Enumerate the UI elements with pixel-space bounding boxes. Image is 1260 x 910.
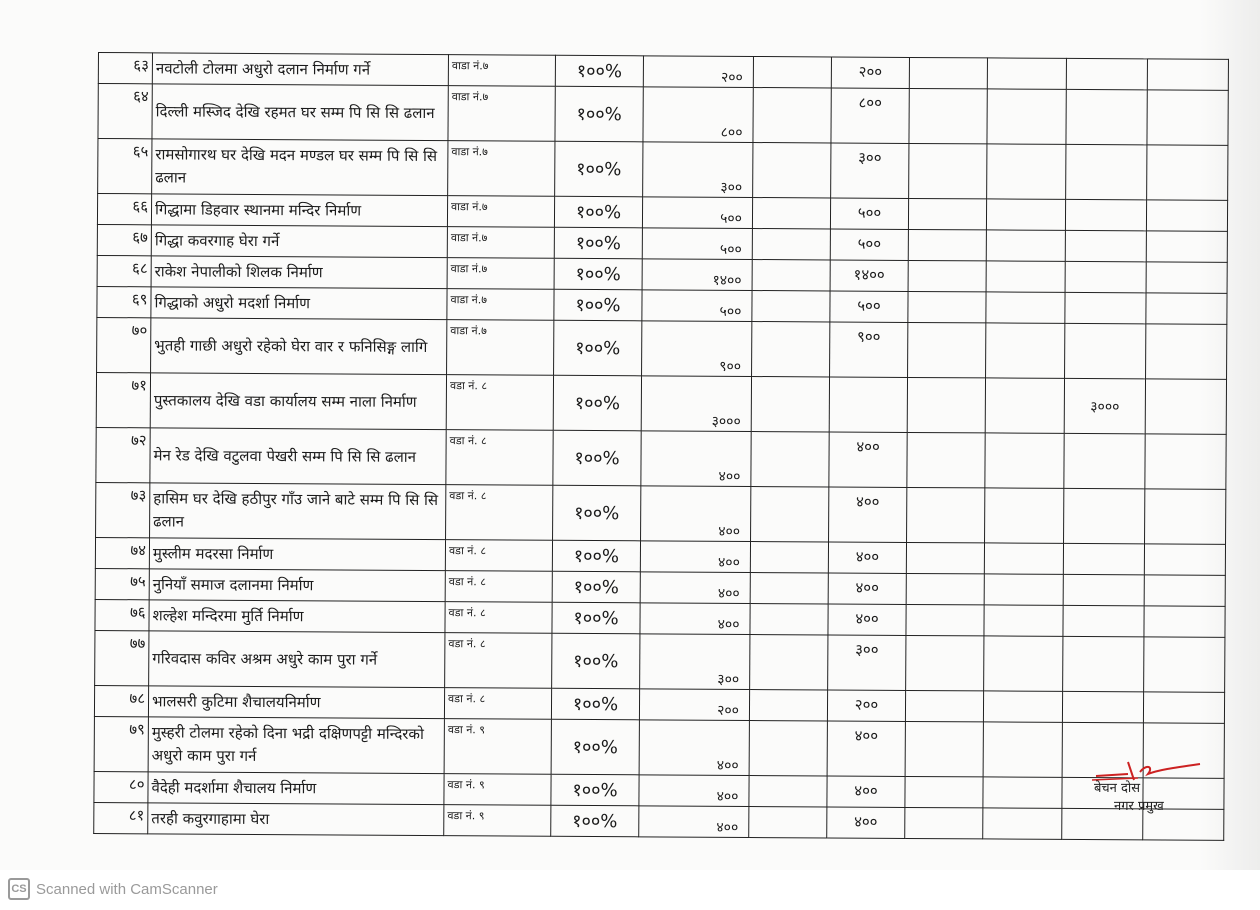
estimate-cell: ८०० xyxy=(831,88,909,143)
blank-cell xyxy=(984,574,1063,605)
ward-cell: वडा नं. ८ xyxy=(445,571,552,603)
estimate-cell: ४०० xyxy=(827,721,905,776)
blank-cell xyxy=(1145,489,1226,544)
ward-cell: वडा नं. ८ xyxy=(446,485,553,541)
blank-cell xyxy=(752,229,830,260)
ward-cell: वाडा नं.७ xyxy=(448,55,555,87)
progress-percent-cell: १००% xyxy=(554,289,642,321)
blank-cell xyxy=(986,292,1065,323)
blank-cell xyxy=(984,543,1063,574)
serial-number-cell: ६५ xyxy=(98,139,152,194)
table-row xyxy=(96,427,1226,489)
estimate-cell: ५०० xyxy=(830,198,908,229)
other-amount-cell xyxy=(1065,323,1146,378)
estimate-cell: २०० xyxy=(831,57,909,88)
ward-cell: वाडा नं.७ xyxy=(447,227,554,259)
blank-cell xyxy=(750,634,828,689)
progress-percent-cell: १००% xyxy=(552,540,640,572)
blank-cell xyxy=(749,689,827,720)
work-name-cell: दिल्ली मस्जिद देखि रहमत घर सम्म पि सि सि ढलान xyxy=(152,84,448,141)
amount-cell: ३०० xyxy=(640,634,750,690)
blank-cell xyxy=(1144,637,1225,692)
serial-number-cell: ६६ xyxy=(97,194,151,225)
other-amount-cell xyxy=(1063,574,1144,605)
progress-percent-cell: १००% xyxy=(552,633,640,689)
work-name-cell: नवटोली टोलमा अधुरो दलान निर्माण गर्ने xyxy=(152,53,448,86)
ward-cell: वाडा नं.७ xyxy=(447,258,554,290)
serial-number-cell: ६७ xyxy=(97,224,151,255)
estimate-cell: ४०० xyxy=(829,487,907,542)
work-name-cell: गिद्धा कवरगाह घेरा गर्ने xyxy=(151,225,447,258)
estimate-cell: ४०० xyxy=(827,807,905,838)
blank-cell xyxy=(909,57,987,88)
progress-percent-cell: १००% xyxy=(552,571,640,603)
serial-number-cell: ७४ xyxy=(95,537,149,568)
other-amount-cell xyxy=(1065,199,1146,230)
serial-number-cell: ६४ xyxy=(98,84,152,139)
blank-cell xyxy=(905,776,983,807)
blank-cell xyxy=(1144,606,1225,637)
blank-cell xyxy=(908,291,986,322)
progress-percent-cell: १००% xyxy=(555,86,643,142)
amount-cell: २०० xyxy=(639,689,749,721)
blank-cell xyxy=(909,143,987,198)
blank-cell xyxy=(906,542,984,573)
serial-number-cell: ८० xyxy=(94,771,148,802)
work-name-cell: भुतही गाछी अधुरो रहेको घेरा वार र फनिसिङ्ग लागि xyxy=(151,318,447,375)
amount-cell: ९०० xyxy=(642,321,752,377)
serial-number-cell: ७१ xyxy=(96,372,150,427)
blank-cell xyxy=(983,691,1062,722)
other-amount-cell xyxy=(1066,144,1147,199)
blank-cell xyxy=(905,690,983,721)
progress-percent-cell: १००% xyxy=(552,602,640,634)
blank-cell xyxy=(753,57,831,88)
work-name-cell: गिद्धाको अधुरो मदर्शा निर्माण xyxy=(151,287,447,320)
project-table-wrapper xyxy=(93,52,1228,841)
blank-cell xyxy=(987,58,1066,89)
work-name-cell: राकेश नेपालीको शिलक निर्माण xyxy=(151,256,447,289)
blank-cell xyxy=(985,433,1064,488)
amount-cell: ४०० xyxy=(639,775,749,807)
blank-cell xyxy=(984,636,1063,691)
progress-percent-cell: १००% xyxy=(551,805,639,837)
ward-cell: वाडा नं.७ xyxy=(448,86,555,142)
ward-cell: वाडा नं.७ xyxy=(447,320,554,376)
blank-cell xyxy=(1146,262,1227,293)
ward-cell: वाडा नं.७ xyxy=(448,141,555,197)
estimate-cell xyxy=(829,377,907,432)
ward-cell: वडा नं. ८ xyxy=(445,540,552,572)
serial-number-cell: ७५ xyxy=(95,568,149,599)
blank-cell xyxy=(986,261,1065,292)
blank-cell xyxy=(908,260,986,291)
work-name-cell: हासिम घर देखि हठीपुर गाँउ जाने बाटे सम्म पि सि सि ढलान xyxy=(150,483,446,540)
amount-cell: १४०० xyxy=(642,259,752,291)
amount-cell: ४०० xyxy=(639,806,749,838)
other-amount-cell xyxy=(1066,58,1147,89)
progress-percent-cell: १००% xyxy=(553,430,641,486)
serial-number-cell: ६९ xyxy=(97,286,151,317)
table-row xyxy=(94,802,1224,840)
progress-percent-cell: १००% xyxy=(554,227,642,259)
work-name-cell: वैदेही मदर्शामा शैचालय निर्माण xyxy=(148,772,444,805)
blank-cell xyxy=(1145,379,1226,434)
blank-cell xyxy=(905,807,983,838)
progress-percent-cell: १००% xyxy=(554,320,642,376)
blank-cell xyxy=(1147,90,1228,145)
progress-percent-cell: १००% xyxy=(551,719,639,775)
progress-percent-cell: १००% xyxy=(554,258,642,290)
camscanner-text: Scanned with CamScanner xyxy=(36,880,218,898)
progress-percent-cell: १००% xyxy=(553,485,641,541)
blank-cell xyxy=(906,635,984,690)
blank-cell xyxy=(750,572,828,603)
signature-block xyxy=(1088,758,1218,818)
amount-cell: ५०० xyxy=(642,290,752,322)
blank-cell xyxy=(905,721,983,776)
work-name-cell: रामसोगारथ घर देखि मदन मण्डल घर सम्म पि सि सि ढलान xyxy=(152,139,448,196)
progress-percent-cell: १००% xyxy=(555,141,643,197)
blank-cell xyxy=(983,722,1062,777)
amount-cell: ४०० xyxy=(641,431,751,487)
ward-cell: वडा नं. ८ xyxy=(446,430,553,486)
other-amount-cell xyxy=(1066,89,1147,144)
progress-percent-cell: १००% xyxy=(551,688,639,720)
table-row xyxy=(96,482,1226,544)
other-amount-cell xyxy=(1064,488,1145,543)
other-amount-cell xyxy=(1062,691,1143,722)
blank-cell xyxy=(1146,231,1227,262)
blank-cell xyxy=(1146,200,1227,231)
blank-cell xyxy=(753,88,831,143)
progress-percent-cell: १००% xyxy=(551,774,639,806)
blank-cell xyxy=(986,230,1065,261)
blank-cell xyxy=(749,775,827,806)
blank-cell xyxy=(986,199,1065,230)
table-row xyxy=(98,84,1228,146)
work-name-cell: गिद्धामा डिहवार स्थानमा मन्दिर निर्माण xyxy=(151,194,447,227)
blank-cell xyxy=(987,89,1066,144)
table-row xyxy=(94,716,1224,778)
estimate-cell: ३०० xyxy=(828,635,906,690)
blank-cell xyxy=(752,198,830,229)
blank-cell xyxy=(987,144,1066,199)
blank-cell xyxy=(907,487,985,542)
work-name-cell: भालसरी कुटिमा शैचालयनिर्माण xyxy=(148,686,444,719)
work-name-cell: मुस्लीम मदरसा निर्माण xyxy=(149,538,445,571)
other-amount-cell xyxy=(1063,543,1144,574)
blank-cell xyxy=(752,290,830,321)
other-amount-cell xyxy=(1065,292,1146,323)
other-amount-cell xyxy=(1065,230,1146,261)
serial-number-cell: ७६ xyxy=(95,599,149,630)
ward-cell: वडा नं. ९ xyxy=(444,805,551,837)
estimate-cell: ३०० xyxy=(831,143,909,198)
blank-cell xyxy=(907,377,985,432)
blank-cell xyxy=(1145,434,1226,489)
blank-cell xyxy=(1147,59,1228,90)
serial-number-cell: ७९ xyxy=(94,716,148,771)
serial-number-cell: ७२ xyxy=(96,427,150,482)
blank-cell xyxy=(908,229,986,260)
blank-cell xyxy=(751,486,829,541)
ward-cell: वाडा नं.७ xyxy=(447,196,554,228)
ward-cell: वडा नं. ९ xyxy=(444,719,551,775)
amount-cell: ३०० xyxy=(643,142,753,198)
blank-cell xyxy=(1143,692,1224,723)
ward-cell: वडा नं. ८ xyxy=(445,633,552,689)
blank-cell xyxy=(749,720,827,775)
estimate-cell: ४०० xyxy=(827,776,905,807)
progress-percent-cell: १००% xyxy=(554,196,642,228)
ward-cell: वडा नं. ८ xyxy=(446,375,553,431)
blank-cell xyxy=(1144,575,1225,606)
estimate-cell: १४०० xyxy=(830,260,908,291)
blank-cell xyxy=(907,432,985,487)
blank-cell xyxy=(751,431,829,486)
amount-cell: ४०० xyxy=(640,572,750,604)
estimate-cell: ४०० xyxy=(828,573,906,604)
blank-cell xyxy=(986,323,1065,378)
progress-percent-cell: १००% xyxy=(555,55,643,87)
estimate-cell: ९०० xyxy=(830,322,908,377)
work-name-cell: तरही कवुरगाहामा घेरा xyxy=(148,803,444,836)
blank-cell xyxy=(752,321,830,376)
blank-cell xyxy=(753,143,831,198)
blank-cell xyxy=(750,541,828,572)
signatory-title: नगर प्रमुख xyxy=(1114,799,1164,814)
serial-number-cell: ६८ xyxy=(97,255,151,286)
blank-cell xyxy=(906,573,984,604)
ward-cell: वडा नं. ८ xyxy=(444,688,551,720)
blank-cell xyxy=(909,88,987,143)
blank-cell xyxy=(906,604,984,635)
work-name-cell: गरिवदास कविर अश्रम अधुरे काम पुरा गर्ने xyxy=(149,631,445,688)
ward-cell: वडा नं. ८ xyxy=(445,602,552,634)
amount-cell: ८०० xyxy=(643,87,753,143)
blank-cell xyxy=(752,260,830,291)
table-row xyxy=(98,139,1228,201)
blank-cell xyxy=(984,605,1063,636)
table-row xyxy=(95,630,1225,692)
blank-cell xyxy=(1146,324,1227,379)
estimate-cell: ५०० xyxy=(830,291,908,322)
amount-cell: ५०० xyxy=(642,228,752,260)
work-name-cell: नुनियाँ समाज दलानमा निर्माण xyxy=(149,569,445,602)
estimate-cell: ४०० xyxy=(828,604,906,635)
blank-cell xyxy=(983,777,1062,808)
estimate-cell: २०० xyxy=(827,690,905,721)
table-body xyxy=(94,53,1229,841)
blank-cell xyxy=(751,376,829,431)
serial-number-cell: ६३ xyxy=(98,53,152,84)
other-amount-cell xyxy=(1065,261,1146,292)
ward-cell: वडा नं. ९ xyxy=(444,774,551,806)
serial-number-cell: ७७ xyxy=(95,630,149,685)
serial-number-cell: ८१ xyxy=(94,802,148,833)
blank-cell xyxy=(1146,293,1227,324)
other-amount-cell xyxy=(1063,605,1144,636)
table-row xyxy=(97,317,1227,379)
blank-cell xyxy=(1147,145,1228,200)
amount-cell: ४०० xyxy=(641,486,751,542)
blank-cell xyxy=(985,488,1064,543)
work-name-cell: शल्हेश मन्दिरमा मुर्ति निर्माण xyxy=(149,600,445,633)
blank-cell xyxy=(749,806,827,837)
estimate-cell: ५०० xyxy=(830,229,908,260)
blank-cell xyxy=(908,198,986,229)
estimate-cell: ४०० xyxy=(828,542,906,573)
amount-cell: ४०० xyxy=(640,541,750,573)
blank-cell xyxy=(983,808,1062,839)
ward-cell: वाडा नं.७ xyxy=(447,289,554,321)
project-table xyxy=(93,52,1229,841)
work-name-cell: पुस्तकालय देखि वडा कार्यालय सम्म नाला निर्माण xyxy=(150,373,446,430)
work-name-cell: मेन रेड देखि वटुलवा पेखरी सम्म पि सि सि ढलान xyxy=(150,428,446,485)
camscanner-logo-icon: CS xyxy=(8,878,30,900)
amount-cell: ५०० xyxy=(642,197,752,229)
work-name-cell: मुस्हरी टोलमा रहेको दिना भद्री दक्षिणपट्टी मन्दिरको अधुरो काम पुरा गर्न xyxy=(148,717,444,774)
blank-cell xyxy=(908,322,986,377)
camscanner-watermark xyxy=(8,877,218,901)
signatory-name: बेचन दोस xyxy=(1094,781,1141,796)
blank-cell xyxy=(1144,544,1225,575)
amount-cell: ३००० xyxy=(641,376,751,432)
other-amount-cell xyxy=(1063,636,1144,691)
other-amount-cell xyxy=(1064,433,1145,488)
progress-percent-cell: १००% xyxy=(553,375,641,431)
blank-cell xyxy=(985,378,1064,433)
serial-number-cell: ७८ xyxy=(94,685,148,716)
blank-cell xyxy=(750,603,828,634)
serial-number-cell: ७० xyxy=(97,317,151,372)
amount-cell: ४०० xyxy=(639,720,749,776)
estimate-cell: ४०० xyxy=(829,432,907,487)
serial-number-cell: ७३ xyxy=(96,482,150,537)
table-row xyxy=(96,372,1226,434)
other-amount-cell: ३००० xyxy=(1064,378,1145,433)
amount-cell: ४०० xyxy=(640,603,750,635)
amount-cell: २०० xyxy=(643,56,753,88)
